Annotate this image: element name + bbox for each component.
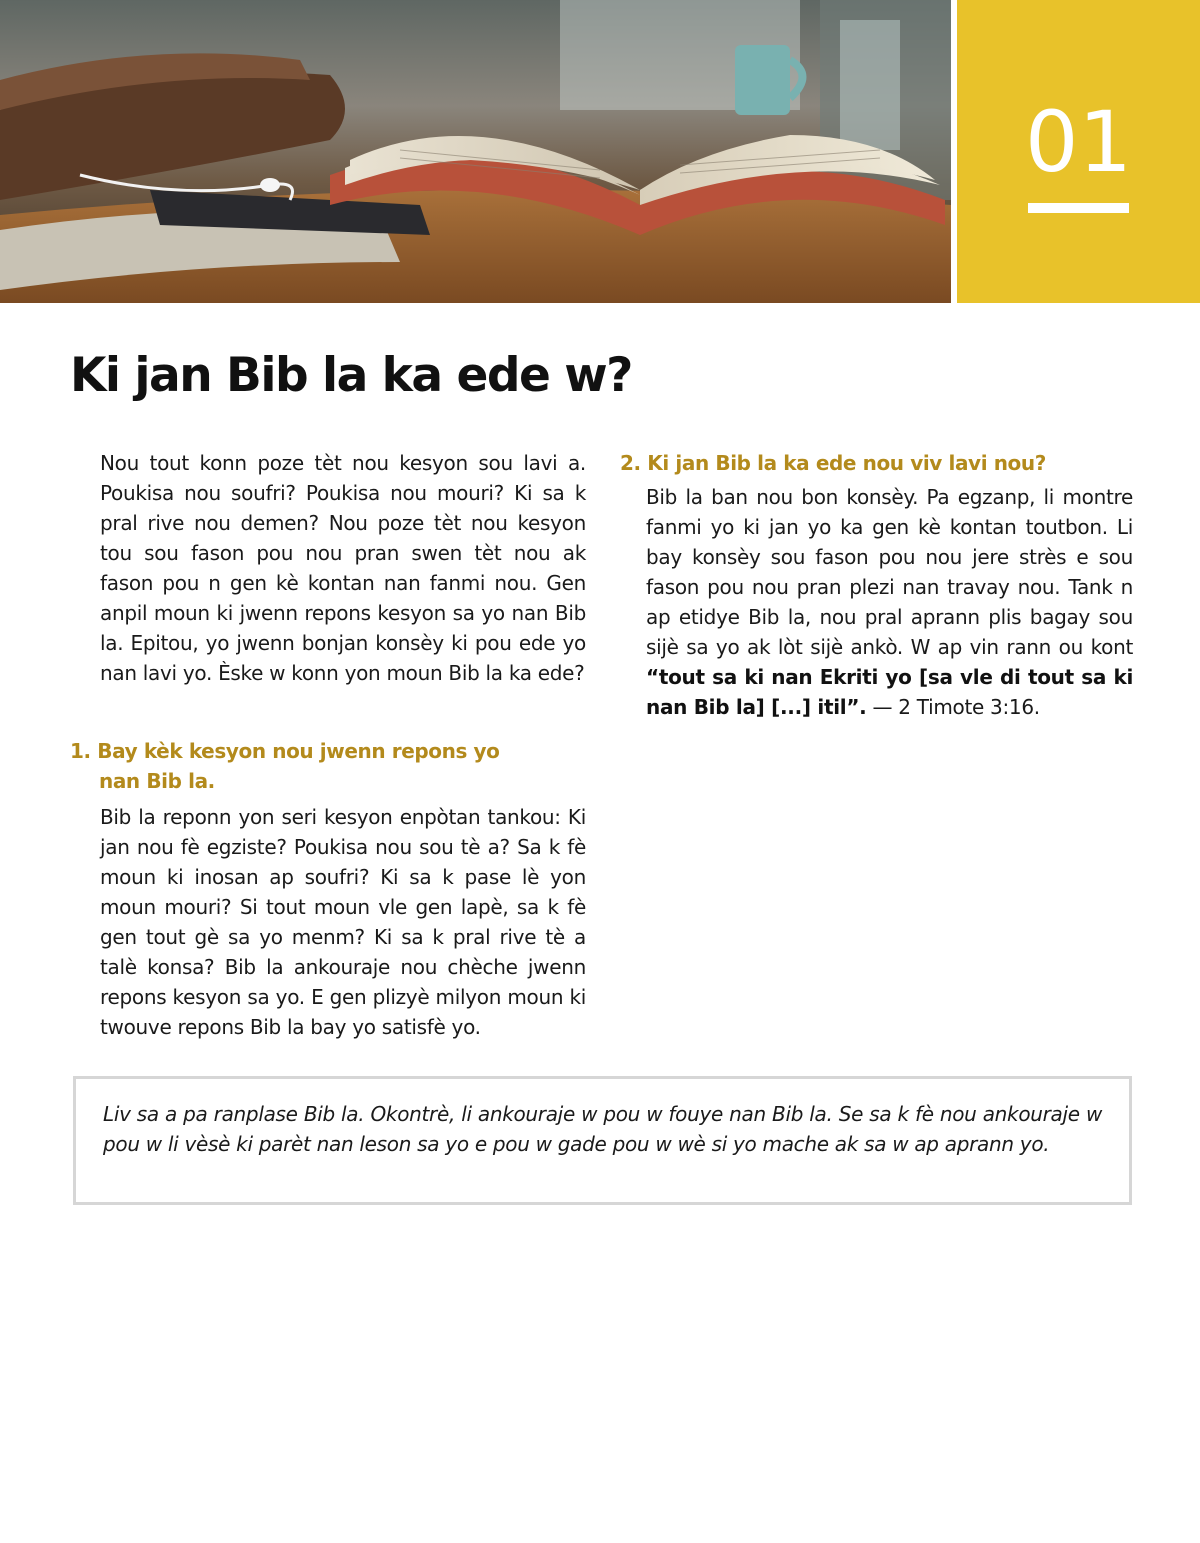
question-2-number: 2.: [620, 451, 641, 475]
question-1-heading-line1: Bay kèk kesyon nou jwenn repons yo: [97, 739, 500, 763]
scripture-reference: — 2 Timote 3:16.: [866, 695, 1040, 719]
page-title: Ki jan Bib la ka ede w?: [70, 348, 632, 403]
question-2-body: [646, 482, 1133, 722]
open-bible-illustration: [0, 0, 951, 303]
badge-underline: [1028, 203, 1129, 213]
hero-photo: [0, 0, 951, 303]
question-1-body: Bib la reponn yon seri kesyon enpòtan tankou: Ki jan nou fè egziste? Poukisa nou sou tè a? Sa k fè moun ki inosan ap soufri? Ki sa k pase lè yon moun mouri? Si tout moun vle gen lapè, sa k fè gen tout gè sa yo menm? Ki sa k pral rive tè a talè konsa? Bib la ankouraje nou chèche jwenn repons kesyon sa yo. E gen plizyè milyon moun ki twouve repons Bib la bay yo satisfè yo.: [100, 805, 586, 1039]
scripture-quote: “tout sa ki nan Ekriti yo [sa vle di tout sa ki nan Bib la] [...] itil”.: [646, 665, 1133, 719]
note-text: Liv sa a pa ranplase Bib la. Okontrè, li ankouraje w pou w fouye nan Bib la. Se sa k fè nou ankouraje w pou w li vèsè ki parèt nan leson sa yo e pou w gade pou w wè si yo mache ak sa w ap aprann yo.: [103, 1102, 1102, 1156]
intro-paragraph: Nou tout konn poze tèt nou kesyon sou lavi a. Poukisa nou soufri? Poukisa nou mouri? Ki sa k pral rive nou demen? Nou poze tèt nou kesyon tou sou fason pou nou pran swen tèt nou ak fason pou n gen kè kontan nan fanmi nou. Gen anpil moun ki jwenn repons kesyon sa yo nan Bib la. Epitou, yo jwenn bonjan konsèy ki pou ede yo nan lavi yo. Èske w konn yon moun Bib la ka ede?: [100, 451, 586, 685]
lesson-number: 01: [1025, 93, 1132, 191]
question-2-body-text: Bib la ban nou bon konsèy. Pa egzanp, li montre fanmi yo ki jan yo ka gen kè kontan toutbon. Li bay konsèy sou fason pou nou jere strès e sou fason pou nou pran plezi nan travay nou. Tank n ap etidye Bib la, nou pral aprann plis bagay sou sijè sa yo ak lòt sijè ankò. W ap vin rann ou kont: [646, 485, 1133, 659]
question-2-heading-text: Ki jan Bib la ka ede nou viv lavi nou?: [647, 451, 1046, 475]
question-1-heading-line2: nan Bib la.: [99, 769, 215, 793]
lesson-badge: [957, 0, 1200, 303]
question-1-heading: [70, 736, 590, 796]
question-2-heading: [620, 448, 1140, 478]
note-box: [73, 1076, 1132, 1205]
question-1-number: 1.: [70, 739, 91, 763]
